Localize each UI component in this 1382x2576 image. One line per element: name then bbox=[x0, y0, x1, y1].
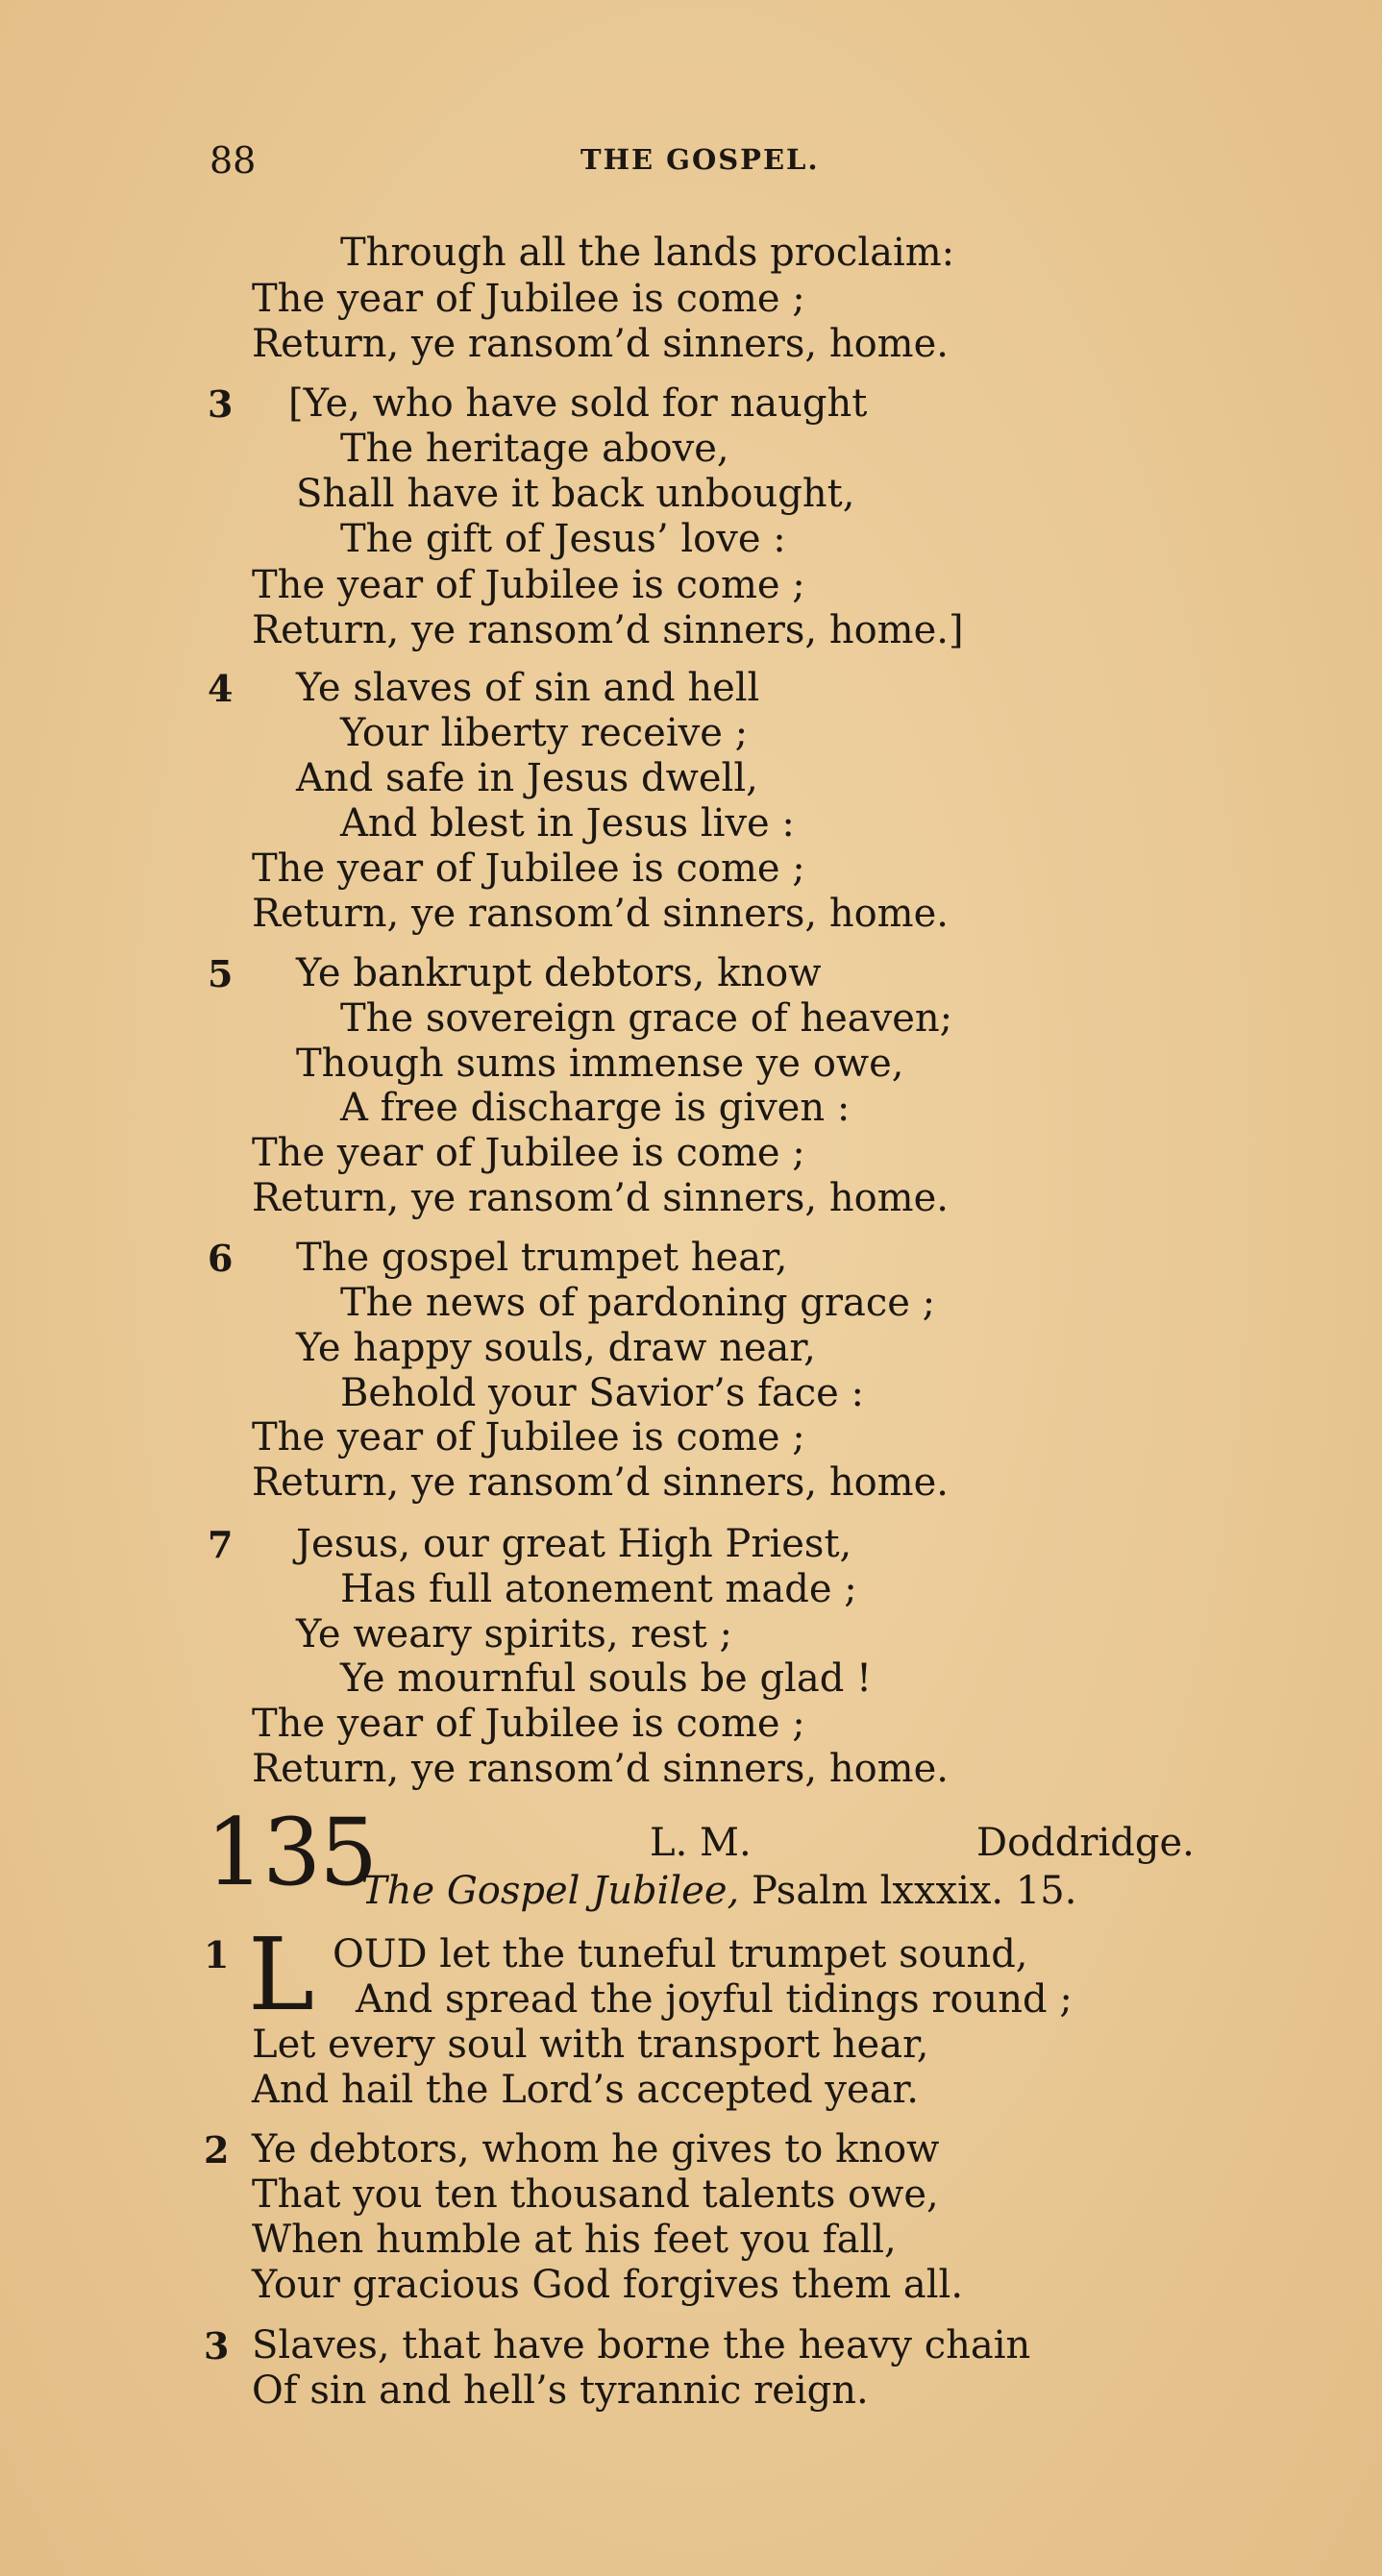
hymn-author: Doddridge. bbox=[976, 1821, 1195, 1865]
verse-line: Through all the lands proclaim: bbox=[340, 231, 955, 275]
hymn-title: The Gospel Jubilee, bbox=[361, 1869, 740, 1913]
verse-line: And spread the joyful tidings round ; bbox=[356, 1977, 1073, 2022]
verse-line: The year of Jubilee is come ; bbox=[252, 846, 805, 891]
stanza-number: 4 bbox=[208, 667, 234, 710]
verse-line: Jesus, our great High Priest, bbox=[296, 1522, 852, 1566]
verse-line: And blest in Jesus live : bbox=[340, 801, 795, 846]
hymn-number: 135 bbox=[206, 1799, 377, 1906]
verse-line: Has full atonement made ; bbox=[340, 1567, 857, 1611]
stanza-number: 1 bbox=[204, 1933, 230, 1976]
running-head: THE GOSPEL. bbox=[580, 143, 820, 176]
verse-line: Slaves, that have borne the heavy chain bbox=[252, 2323, 1031, 2367]
verse-line: The year of Jubilee is come ; bbox=[252, 1131, 805, 1175]
verse-line: The gift of Jesus’ love : bbox=[340, 517, 786, 561]
stanza-number: 5 bbox=[208, 952, 234, 995]
stanza-number: 6 bbox=[208, 1237, 234, 1280]
verse-line: Though sums immense ye owe, bbox=[296, 1042, 904, 1086]
verse-line: Your gracious God forgives them all. bbox=[252, 2263, 964, 2307]
page-number: 88 bbox=[210, 139, 257, 182]
verse-line: The heritage above, bbox=[340, 427, 729, 471]
verse-line: Shall have it back unbought, bbox=[296, 472, 855, 516]
verse-line: OUD let the tuneful trumpet sound, bbox=[333, 1932, 1028, 1976]
verse-line: Return, ye ransom’d sinners, home.] bbox=[252, 608, 964, 652]
verse-line: Ye debtors, whom he gives to know bbox=[252, 2127, 940, 2171]
verse-line: The year of Jubilee is come ; bbox=[252, 1415, 805, 1460]
stanza-number: 3 bbox=[204, 2324, 230, 2367]
drop-cap: L bbox=[248, 1916, 315, 2033]
verse-line: A free discharge is given : bbox=[340, 1086, 851, 1130]
verse-line: Return, ye ransom’d sinners, home. bbox=[252, 1747, 949, 1791]
verse-line: Return, ye ransom’d sinners, home. bbox=[252, 1460, 949, 1505]
verse-line: Ye bankrupt debtors, know bbox=[296, 951, 822, 995]
verse-line: And hail the Lord’s accepted year. bbox=[252, 2068, 919, 2112]
verse-line: Let every soul with transport hear, bbox=[252, 2023, 929, 2067]
hymn-meter: L. M. bbox=[650, 1821, 752, 1865]
verse-line: The year of Jubilee is come ; bbox=[252, 1702, 805, 1746]
verse-line: The sovereign grace of heaven; bbox=[340, 996, 953, 1041]
stanza-number: 3 bbox=[208, 382, 234, 426]
verse-line: Behold your Savior’s face : bbox=[340, 1371, 865, 1415]
stanza-number: 7 bbox=[208, 1523, 234, 1566]
verse-line: Return, ye ransom’d sinners, home. bbox=[252, 892, 949, 936]
verse-line: When humble at his feet you fall, bbox=[252, 2218, 897, 2262]
verse-line: The gospel trumpet hear, bbox=[296, 1236, 788, 1280]
stanza-number: 2 bbox=[204, 2128, 230, 2171]
verse-line: [Ye, who have sold for naught bbox=[288, 381, 868, 426]
hymn-reference: Psalm lxxxix. 15. bbox=[751, 1869, 1077, 1913]
verse-line: The year of Jubilee is come ; bbox=[252, 563, 805, 607]
verse-line: Your liberty receive ; bbox=[340, 711, 749, 755]
verse-line: Ye weary spirits, rest ; bbox=[296, 1612, 732, 1656]
verse-line: Of sin and hell’s tyrannic reign. bbox=[252, 2368, 869, 2413]
verse-line: Return, ye ransom’d sinners, home. bbox=[252, 322, 949, 366]
verse-line: Ye mournful souls be glad ! bbox=[340, 1656, 873, 1701]
verse-line: And safe in Jesus dwell, bbox=[296, 756, 758, 800]
verse-line: That you ten thousand talents owe, bbox=[252, 2172, 939, 2217]
hymn-subtitle bbox=[361, 1869, 1076, 1913]
verse-line: The year of Jubilee is come ; bbox=[252, 277, 805, 321]
page-header bbox=[210, 139, 882, 187]
verse-line: The news of pardoning grace ; bbox=[340, 1281, 936, 1325]
verse-line: Ye happy souls, draw near, bbox=[296, 1326, 816, 1370]
verse-line: Ye slaves of sin and hell bbox=[296, 666, 760, 710]
verse-line: Return, ye ransom’d sinners, home. bbox=[252, 1176, 949, 1220]
